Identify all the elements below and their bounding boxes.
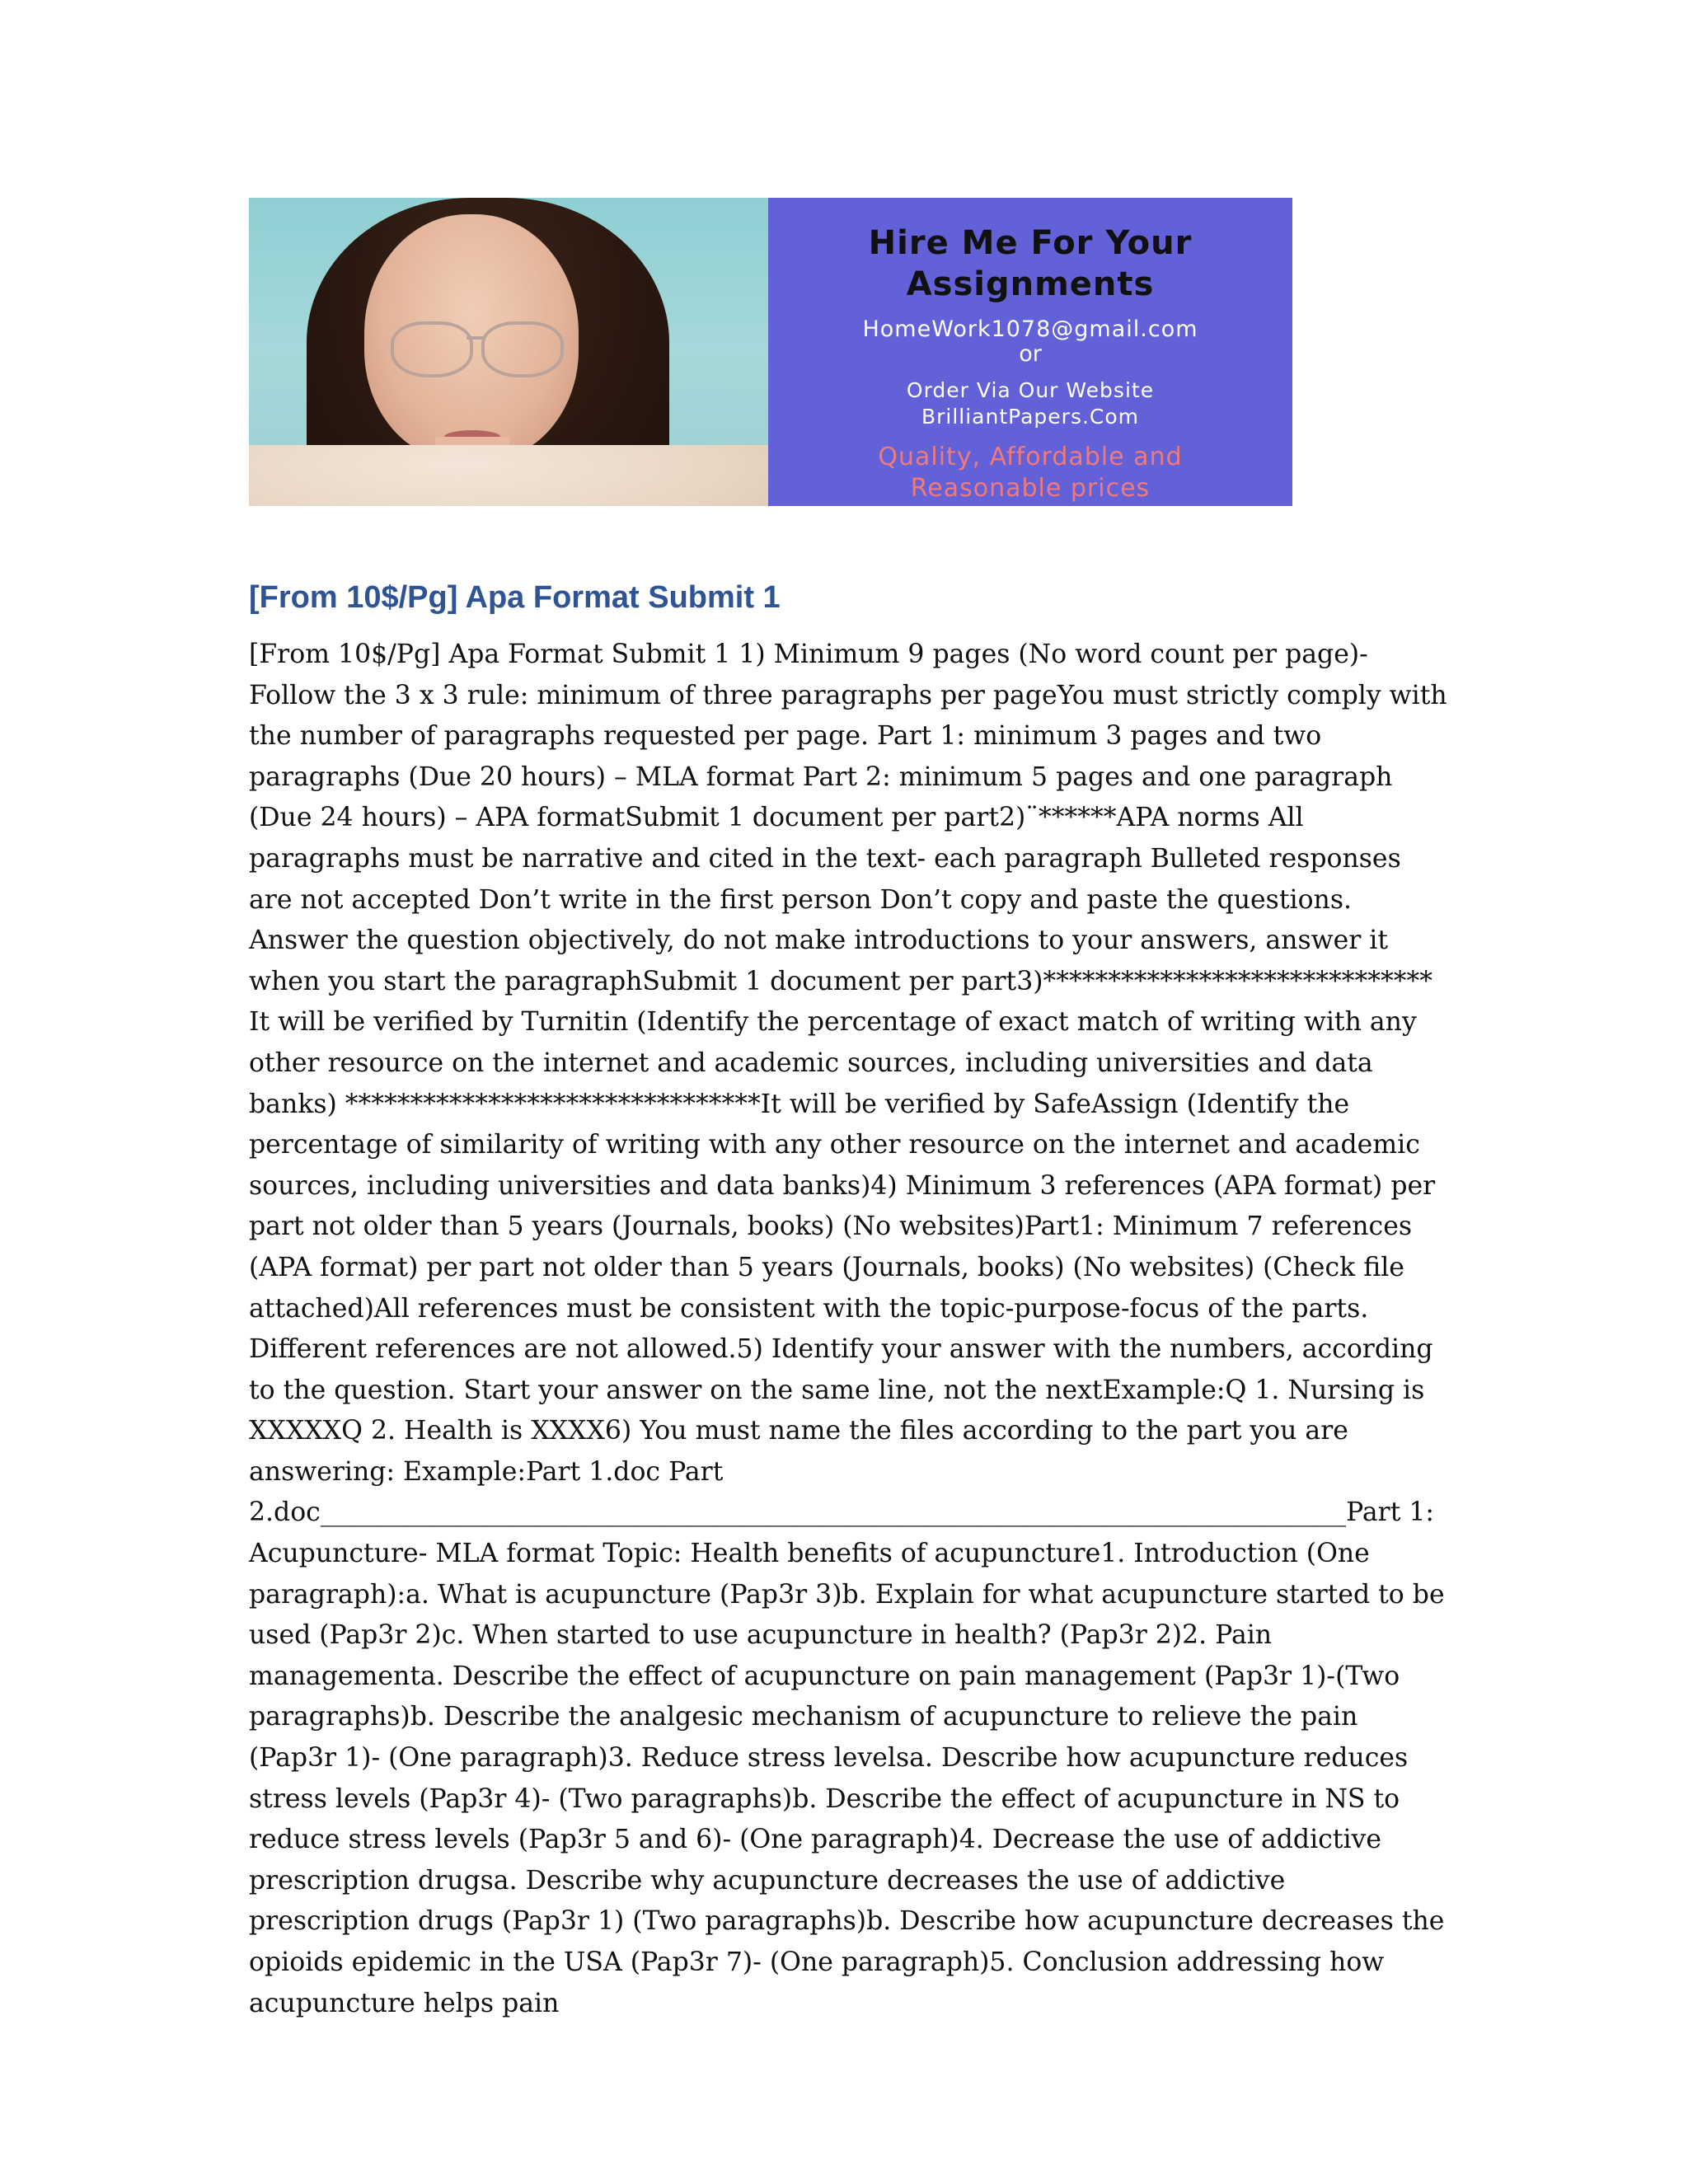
document-body: [From 10$/Pg] Apa Format Submit 1 1) Minimum 9 pages (No word count per page)- Follow the 3 x 3 rule: minimum of three paragraphs per pageYou must strictly comply with the number of paragraphs requested per page. Part 1: minimum 3 pages and two paragraphs (Due 20 hours) – MLA format Part 2: minimum 5 pages and one paragraph (Due 24 hours) – APA formatSubmit 1 document per part2)¨******APA norms All paragraphs must be narrative and cited in the text- each paragraph Bulleted responses are not accepted Don’t write in the first person Don’t copy and paste the questions. Answer the question objectively, do not make introductions to your answers, answer it when you start the paragraphSubmit 1 document per part3)****************************** It will be verified by Turnitin (Identify the percentage of exact match of writing with any other resource on the internet and academic sources, including universities and data banks) ********************************It will be verified by SafeAssign (Identify the percentage of similarity of writing with any other resource on the internet and academic sources, including universities and data banks)4) Minimum 3 references (APA format) per part not older than 5 years (Journals, books) (No websites)Part1: Minimum 7 references (APA format) per part not older than 5 years (Journals, books) (No websites) (Check file attached)All references must be consistent with the topic-purpose-focus of the parts. Different references are not allowed.5) Identify your answer with the numbers, according to the question. Start your answer on the same line, not the nextExample:Q 1. Nursing is XXXXXQ 2. Health is XXXX6) You must name the files according to the part you are answering: Example:Part 1.doc Part 2.doc_______________________________________________________________________________Part 1: Acupuncture- MLA format Topic: Health benefits of acupuncture1. Introduction (One paragraph):a. What is acupuncture (Pap3r 3)b. Explain for what acupuncture started to be used (Pap3r 2)c. When started to use acupuncture in health? (Pap3r 2)2. Pain managementa. Describe the effect of acupuncture on pain management (Pap3r 1)-(Two paragraphs)b. Describe the analgesic mechanism of acupuncture to relieve the pain (Pap3r 1)- (One paragraph)3. Reduce stress levelsa. Describe how acupuncture reduces stress levels (Pap3r 4)- (Two paragraphs)b. Describe the effect of acupuncture in NS to reduce stress levels (Pap3r 5 and 6)- (One paragraph)4. Decrease the use of addictive prescription drugsa. Describe why acupuncture decreases the use of addictive prescription drugs (Pap3r 1) (Two paragraphs)b. Describe how acupuncture decreases the opioids epidemic in the USA (Pap3r 7)- (One paragraph)5. Conclusion addressing how acupuncture helps pain [249,640,1447,2018]
advertisement-banner[interactable] [249,198,1292,506]
ad-headline: Hire Me For Your Assignments [868,224,1193,303]
advertisement-text-panel [768,198,1292,506]
document-title: [From 10$/Pg] Apa Format Submit 1 [249,580,781,615]
ad-or: or [1019,341,1042,367]
ad-order-line: Order Via Our Website [906,378,1155,402]
woman-photo-image [249,198,768,506]
ad-tagline: Quality, Affordable and Reasonable prices [878,443,1183,503]
ad-email: HomeWork1078@gmail.com [862,316,1198,342]
ad-website: BrilliantPapers.Com [921,405,1140,429]
